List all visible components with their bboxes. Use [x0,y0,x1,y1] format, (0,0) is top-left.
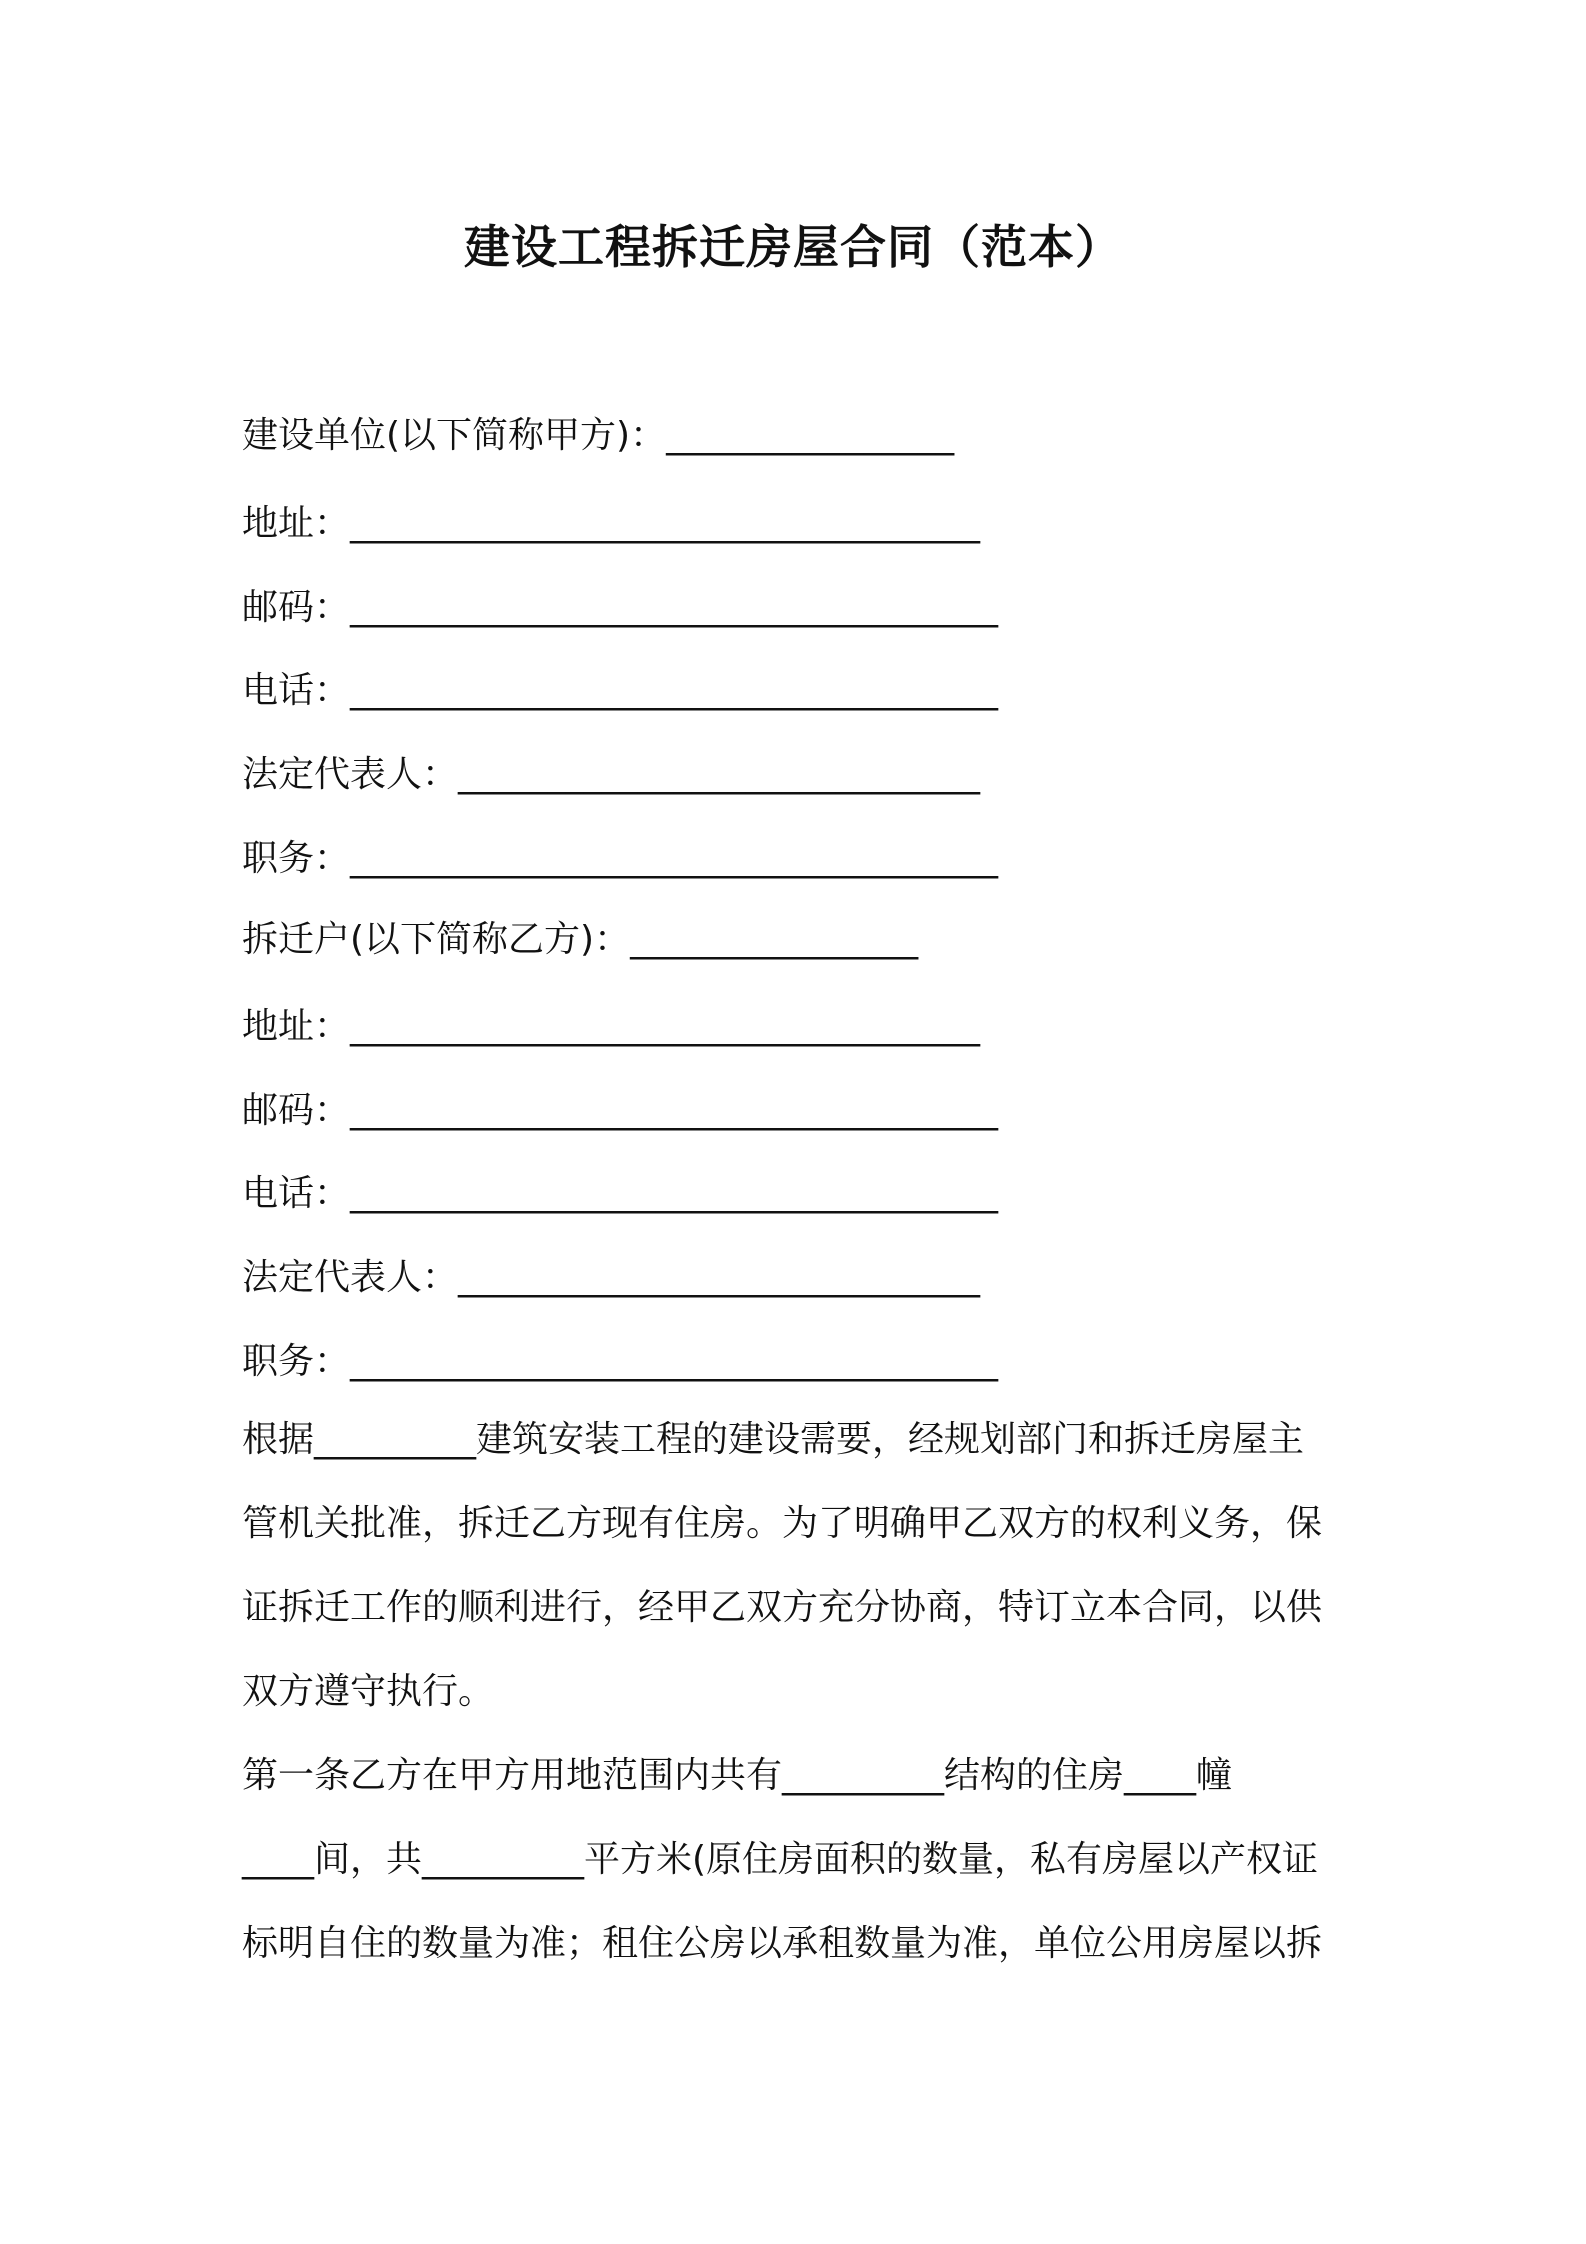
article1-line-2: ____间，共_________平方米(原住房面积的数量，私有房屋以产权证 [242,1839,1319,1880]
party-a-name-line: 建设单位(以下简称甲方)：________________ [242,415,955,456]
preamble-line-1: 根据_________建筑安装工程的建设需要，经规划部门和拆迁房屋主 [242,1419,1305,1460]
document-title: 建设工程拆迁房屋合同（范本） [464,220,1122,274]
party-a-position-line: 职务：____________________________________ [242,838,999,879]
preamble-line-3: 证拆迁工作的顺利进行，经甲乙双方充分协商，特订立本合同，以供 [242,1587,1323,1628]
party-b-phone-line: 电话：____________________________________ [242,1173,999,1214]
party-b-address-line: 地址：___________________________________ [242,1006,981,1047]
article1-line-3: 标明自住的数量为准；租住公房以承租数量为准，单位公用房屋以拆 [242,1923,1323,1964]
preamble-line-2: 管机关批准，拆迁乙方现有住房。为了明确甲乙双方的权利义务，保 [242,1503,1323,1544]
preamble-line-4: 双方遵守执行。 [242,1671,495,1712]
party-a-postcode-line: 邮码：____________________________________ [242,587,999,628]
party-a-legal-rep-line: 法定代表人：_____________________________ [242,754,981,795]
party-b-name-line: 拆迁户(以下简称乙方)：________________ [242,919,919,960]
party-b-position-line: 职务：____________________________________ [242,1341,999,1382]
party-a-phone-line: 电话：____________________________________ [242,670,999,711]
article1-line-1: 第一条乙方在甲方用地范围内共有_________结构的住房____幢 [242,1755,1233,1796]
party-a-address-line: 地址：___________________________________ [242,503,981,544]
party-b-legal-rep-line: 法定代表人：_____________________________ [242,1257,981,1298]
party-b-postcode-line: 邮码：____________________________________ [242,1090,999,1131]
